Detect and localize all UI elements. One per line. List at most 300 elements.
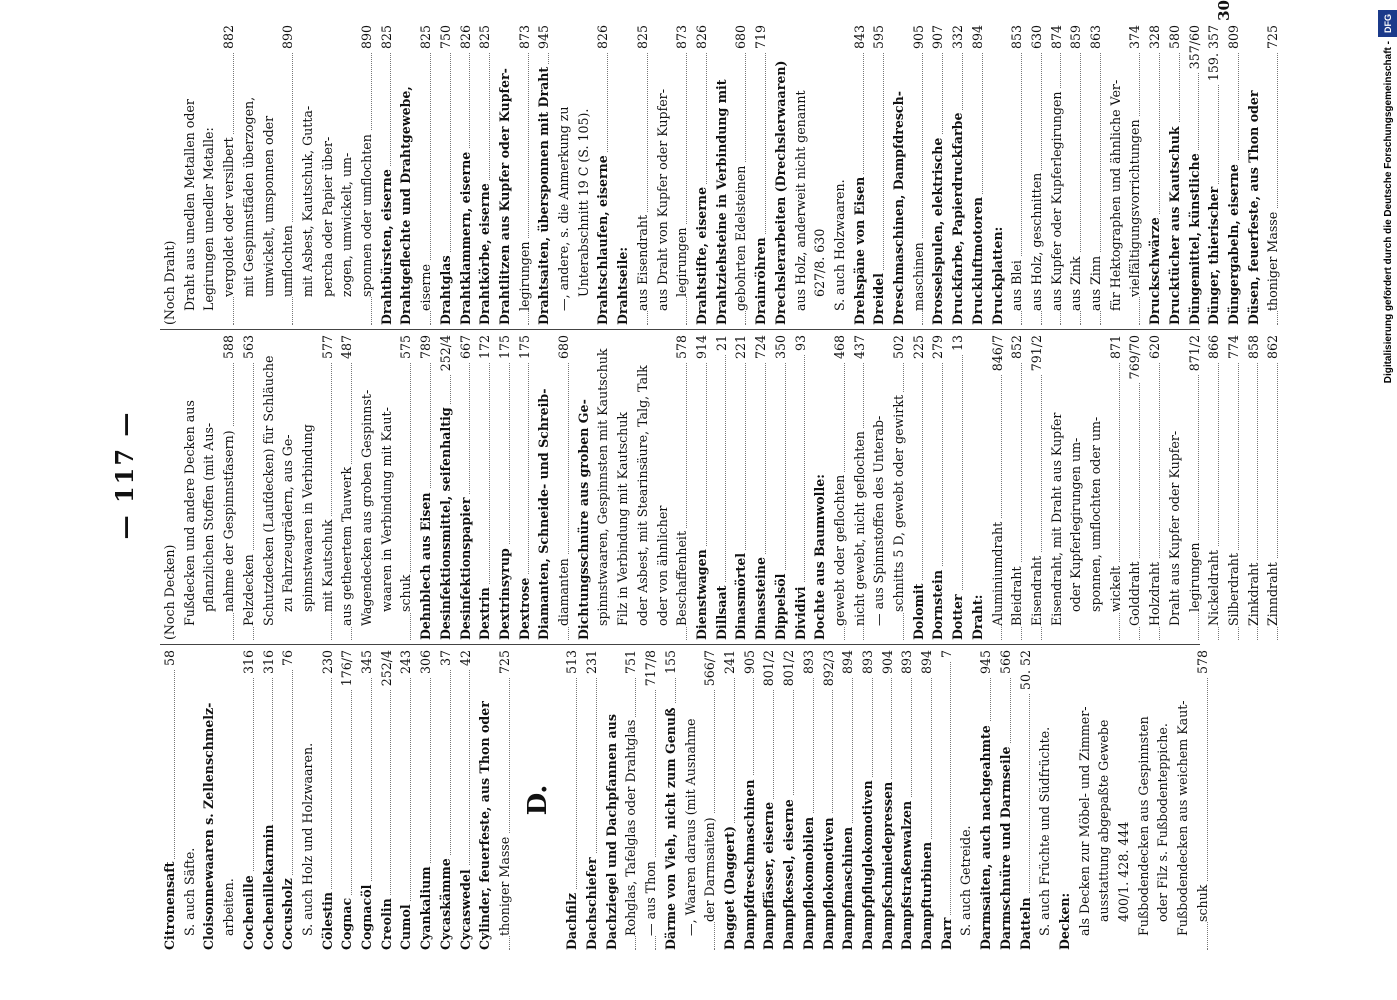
index-entry [830,335,850,640]
entry-page-ref: 846/7 [988,335,1008,374]
entry-page-ref: 468 [830,335,850,362]
index-entry [495,650,515,950]
index-entry [475,650,495,950]
entry-term: Dextrin [477,584,492,640]
index-entry [377,650,397,950]
side-note-text [1378,0,1397,1000]
index-entry [956,650,976,950]
index-entry [779,650,799,950]
entry-page-ref: 350 [771,335,791,362]
index-entry [928,335,948,640]
entry-page-ref: 279 [928,335,948,362]
index-entry [396,650,416,950]
entry-term: Aluminiumdraht [990,519,1005,626]
index-entry [377,335,397,640]
index-entry [621,650,641,950]
index-entry [239,335,259,640]
entry-term: umflochten [280,222,295,297]
entry-term: nicht gewebt, nicht geflochten [852,428,867,626]
entry-page-ref: 862 [1263,335,1283,362]
entry-page-ref: 894 [917,650,937,677]
entry-page-ref: 774 [1224,335,1244,362]
entry-page-ref: 630 [1027,25,1047,52]
entry-page-ref: 894 [968,25,988,52]
entry-page-ref: 667 [456,335,476,362]
entry-term: Darmschnüre und Darmseile [998,743,1013,950]
entry-term: sponnen, umflochten oder um- [1088,414,1103,612]
entry-page-ref: 873 [672,25,692,52]
entry-page-ref: 172 [475,335,495,362]
entry-term: S. auch Getreide. [958,822,973,936]
index-entry [1106,25,1126,325]
index-entry [554,25,574,325]
entry-page-ref: 874 [1047,25,1067,52]
entry-term: Dillsaat [714,582,729,640]
entry-term: Dinasmörtel [733,550,748,640]
entry-page-ref: 243 [396,650,416,677]
entry-term: maschinen [911,239,926,311]
index-entry [1047,335,1067,640]
entry-page-ref: 595 [869,25,889,52]
index-entry [751,25,771,325]
entry-term: — aus Spinnstoffen des Unterab- [871,413,886,626]
index-entry [799,650,819,950]
entry-term: Legirungen unedler Metalle: [201,124,216,311]
index-entry [1106,335,1126,640]
entry-page-ref: 42 [456,650,476,669]
entry-page-ref: 93 [791,335,811,354]
index-entry [889,25,909,325]
entry-term: Cyankalium [418,863,433,950]
entry-page-ref: 578 [672,335,692,362]
entry-term: Dochte aus Baumwolle: [812,471,827,640]
entry-term: Zinndraht [1265,559,1280,626]
entry-term: S. auch Säfte. [182,845,197,936]
index-entry [1086,25,1106,325]
entry-term: Dehnblech aus Eisen [418,490,433,641]
index-entry [239,25,259,325]
index-entry [731,25,751,325]
index-entry [633,335,653,640]
entry-page-ref: 50. 52 [1016,650,1036,693]
index-entry [850,25,870,325]
entry-term: Dampfstraßenwalzen [899,798,914,950]
index-entry [574,25,594,325]
index-entry [1165,25,1185,325]
index-entry [416,25,436,325]
entry-page-ref: 873 [515,25,535,52]
entry-page-ref: 566/7 [700,650,720,689]
index-entry [751,335,771,640]
entry-term: mit Asbest, Kautschuk, Gutta- [300,103,315,297]
entry-page-ref: 893 [858,650,878,677]
entry-page-ref: 58 [160,650,180,669]
entry-term: ausstattung abgepaßte Gewebe [1096,717,1111,922]
index-entry [810,335,830,640]
entry-term: Dampflokomotiven [821,814,836,950]
index-entry [740,650,760,950]
entry-term: der Darmsaiten) [702,814,717,922]
index-entry [1173,650,1193,950]
entry-term: Unterabschnitt 19 C (S. 105). [576,106,591,297]
entry-page-ref: 252/4 [436,335,456,374]
entry-term: Dampfdreschmaschinen [742,776,757,950]
entry-term: Dippelsöl [773,571,788,640]
entry-page-ref: 892/3 [819,650,839,689]
entry-term: Citronensaft [162,859,177,950]
index-entry [515,335,535,640]
index-entry [160,335,180,640]
entry-term: Drahtklammern, eiserne [458,149,473,325]
entry-page-ref: 7 [937,650,957,661]
entry-page-ref: 230 [318,650,338,677]
entry-term: Dachschiefer [584,854,599,950]
index-entry [495,25,515,325]
index-entry [278,650,298,950]
entry-term: Darr [939,915,954,950]
entry-page-ref: 717/8 [641,650,661,689]
entry-term: Fußdecken und andere Decken aus [182,397,197,626]
entry-term: Drechslerarbeiten (Drechslerwaaren) [773,58,788,325]
page-number: — 117 — [110,410,139,540]
index-entry [456,650,476,950]
entry-term: Dreidel [871,270,886,325]
entry-term: legirungen [1187,540,1202,612]
entry-term: Silberdraht [1226,550,1241,626]
entry-term: aus Eisendraht [635,212,650,311]
index-entry [318,25,338,325]
entry-term: Drahtschlaufen, eiserne [595,152,610,325]
index-entry [613,335,633,640]
index-entry [1145,335,1165,640]
entry-term: Cumol [398,901,413,950]
entry-term: waaren in Verbindung mit Kaut- [379,404,394,612]
index-entry [976,650,996,950]
index-entry [1125,335,1145,640]
index-entry [909,335,929,640]
entry-term: pflanzlichen Stoffen (mit Aus- [201,420,216,612]
entry-term: 400/1. 428. 444 [1116,819,1131,922]
index-entry [889,335,909,640]
entry-term: Pelzdecken [241,551,256,626]
entry-page-ref: 751 [621,650,641,677]
entry-page-ref: 905 [909,25,929,52]
entry-page-ref: 859 [1066,25,1086,52]
entry-page-ref: 357/60 [1185,25,1205,72]
entry-term: Drahtziehsteine in Verbindung mit [714,76,729,325]
index-entry [653,25,673,325]
side-note [1378,0,1397,1000]
entry-page-ref: 332 [948,25,968,52]
index-entry [1125,25,1145,325]
index-entry [996,650,1016,950]
index-entry [968,25,988,325]
entry-page-ref: 801/2 [759,650,779,689]
entry-term: percha oder Papier über- [320,134,335,297]
index-entry [869,25,889,325]
entry-term: Druckluftmotoren [970,194,985,325]
entry-term: Diamanten, Schneide- und Schreib- [536,386,551,640]
entry-term: Drahtbürsten, eiserne [379,166,394,325]
entry-term: S. auch Holzwaaren. [832,176,847,311]
entry-page-ref: 487 [337,335,357,362]
entry-page-ref: 588 [219,335,239,362]
index-entry [180,650,200,950]
entry-page-ref: 852 [1007,335,1027,362]
entry-page-ref: 858 [1244,335,1264,362]
index-entry [909,25,929,325]
entry-term: Cochenille [241,872,256,950]
entry-term: Drahtseile: [615,244,630,325]
entry-term: vergoldet oder versilbert [221,134,236,297]
entry-term: Cylinder, feuerfeste, aus Thon oder [477,698,492,950]
entry-page-ref: 225 [909,335,929,362]
entry-term: aus Blei [1009,257,1024,311]
entry-term: spinnstwaaren in Verbindung [300,421,315,612]
index-entry [554,335,574,640]
index-entry [199,650,219,950]
entry-page-ref: 578 [1193,650,1213,677]
entry-term: aus Draht von Kupfer oder Kupfer- [655,86,670,311]
entry-term: Cochenillekarmin [261,821,276,950]
entry-term: oder von ähnlicher [655,503,670,626]
index-entry [1185,25,1205,325]
index-entry [160,650,180,950]
index-entry [1007,335,1027,640]
entry-term: Nickeldraht [1206,547,1221,626]
index-entry [593,25,613,325]
entry-term: Golddraht [1127,559,1142,627]
entry-page-ref: 306 [416,650,436,677]
entry-page-ref: 155 [661,650,681,677]
entry-page-ref: 513 [562,650,582,677]
entry-term: oder Filz s. Fußbodenteppiche. [1155,720,1170,922]
entry-term: zogen, umwickelt, um- [339,150,354,297]
column-1 [160,650,1213,950]
index-entry [357,650,377,950]
entry-term: Schutzdecken (Laufdecken) für Schläuche [261,353,276,626]
index-entry [1027,335,1047,640]
entry-page-ref: 316 [259,650,279,677]
entry-page-ref: 725 [1263,25,1283,52]
index-entry [759,650,779,950]
index-entry [582,650,602,950]
entry-page-ref: 890 [278,25,298,52]
entry-term: schnitts 5 D, gewebt oder gewirkt [891,392,906,612]
entry-term: arbeiten. [221,875,236,936]
index-entry [219,25,239,325]
index-entry [259,335,279,640]
index-entry [396,25,416,325]
index-entry [948,25,968,325]
entry-term: thoniger Masse [1265,209,1280,311]
entry-page-ref: 801/2 [779,650,799,689]
index-entry [1055,650,1075,950]
entry-term: Dampflokomobilen [801,814,816,950]
index-entry [357,25,377,325]
index-entry [298,25,318,325]
index-entry [1086,335,1106,640]
entry-term: Dextrinsyrup [497,545,512,640]
entry-term: spinnstwaaren, Gespinnsten mit Kautschuk [595,345,610,626]
index-entry [160,25,180,325]
entry-term: Dornstein [930,567,945,640]
dfg-logo: DFG [1378,10,1397,37]
entry-term: aus Holz, anderweit nicht genannt [793,87,808,311]
entry-term: 627/8. 630 [812,226,827,297]
index-entry [661,650,681,950]
entry-page-ref: 882 [219,25,239,52]
entry-term: Draht: [970,592,985,640]
entry-term: Drahtkörbe, eiserne [477,180,492,325]
entry-term: vielfältigungsvorrichtungen [1127,116,1142,297]
index-entry [534,335,554,640]
entry-page-ref: 345 [357,650,377,677]
index-entry [692,335,712,640]
entry-term: Cognacöl [359,882,374,950]
column-2 [160,335,1283,640]
entry-term: Druckschwärze [1147,214,1162,325]
entry-page-ref: 680 [731,25,751,52]
index-entry [917,650,937,950]
entry-term: Decken: [1057,890,1072,950]
entry-page-ref: 853 [1007,25,1027,52]
index-entry [838,650,858,950]
entry-term: oder Asbest, mit Stearinsäure, Talg, Talk [635,362,650,626]
entry-term: Cycaswedel [458,866,473,950]
index-entry [937,650,957,950]
entry-page-ref: 894 [838,650,858,677]
index-entry [897,650,917,950]
index-entry [1094,650,1114,950]
entry-page-ref: 809 [1224,25,1244,52]
entry-term: umwickelt, umsponnen oder [261,113,276,297]
index-entry [1016,650,1036,950]
entry-page-ref: 890 [357,25,377,52]
entry-term: Dachfilz [564,890,579,950]
entry-term: Drahtgeflechte und Drahtgewebe, [398,83,413,325]
entry-term: Draht aus unedlen Metallen oder [182,96,197,311]
index-entry [771,335,791,640]
entry-term: Desinfektionspapier [458,494,473,640]
index-entry [1153,650,1173,950]
entry-term: wickelt [1108,563,1123,612]
entry-page-ref: 563 [239,335,259,362]
index-entry [1263,25,1283,325]
index-entry [1185,335,1205,640]
index-entry [298,650,318,950]
entry-page-ref: 502 [889,335,909,362]
index-entry [1035,650,1055,950]
entry-term: Wagendecken aus groben Gespinnst- [359,387,374,626]
entry-page-ref: 893 [897,650,917,677]
entry-term: schuk [1195,882,1210,922]
entry-term: aus Zink [1068,253,1083,311]
index-entry [830,25,850,325]
entry-term: Cycaskämme [438,855,453,950]
entry-term: Fußbodendecken aus Gespinnsten [1136,713,1151,936]
index-entry [968,335,988,640]
entry-term: Dreschmaschinen, Dampfdresch- [891,88,906,325]
entry-page-ref: 580 [1165,25,1185,52]
entry-term: als Decken zur Möbel- und Zimmer- [1077,703,1092,936]
entry-page-ref: 945 [976,650,996,677]
entry-term: Drahtlitzen aus Kupfer oder Kupfer- [497,65,512,325]
entry-page-ref: 175 [515,335,535,362]
entry-term: Dichtungsschnüre aus groben Ge- [576,396,591,640]
side-note-label: Digitalisierung gefördert durch die Deutsche Forschungsgemeinschaft - [1383,41,1394,384]
index-entry [712,25,732,325]
entry-page-ref: 825 [633,25,653,52]
index-entry [613,25,633,325]
entry-page-ref: 566 [996,650,1016,677]
entry-term: Drahtstifte, eiserne [694,184,709,325]
index-entry [436,25,456,325]
index-entry [791,335,811,640]
index-entry [377,25,397,325]
entry-term: —, andere, s. die Anmerkung zu [556,103,571,311]
entry-term: Dampfschmiedepressen [880,779,895,950]
entry-term: Rohglas, Tafelglas oder Drahtglas [623,717,638,936]
entry-term: Dividivi [793,584,808,641]
entry-term: Drahtglas [438,252,453,325]
entry-term: Dampfmaschinen [840,824,855,950]
entry-term: Dotter [950,591,965,640]
index-entry [495,335,515,640]
entry-term: Dampfpfluglokomotiven [860,777,875,950]
entry-page-ref: 159. 357 [1204,25,1224,84]
entry-page-ref: 843 [850,25,870,52]
index-entry [436,650,456,950]
index-entry [1066,335,1086,640]
entry-term: Dolomit [911,581,926,640]
entry-term: Beschaffenheit [674,528,689,626]
entry-term: Düngergabeln, eiserne [1226,161,1241,325]
entry-page-ref: 725 [495,650,515,677]
index-entry [928,25,948,325]
entry-page-ref: 825 [475,25,495,52]
index-entry [988,25,1008,325]
index-entry [858,650,878,950]
index-entry [810,25,830,325]
entry-term: Düngemittel, künstliche [1187,150,1202,325]
entry-term: Fußbodendecken aus weichem Kaut- [1175,697,1190,936]
entry-page-ref: 252/4 [377,650,397,689]
entry-term: aus Kupfer oder Kupferlegirungen [1049,88,1064,311]
index-entry [720,650,740,950]
entry-page-ref: 893 [799,650,819,677]
index-entry [337,335,357,640]
entry-page-ref: 866 [1204,335,1224,362]
entry-term: Creolin [379,895,394,950]
entry-term: eiserne [418,261,433,311]
index-entry [278,25,298,325]
index-entry [416,650,436,950]
index-entry [1145,25,1165,325]
entry-page-ref: 21 [712,335,732,354]
index-entry [259,650,279,950]
column-divider [160,644,1200,645]
index-entry [337,650,357,950]
index-entry [436,335,456,640]
index-entry [1114,650,1134,950]
index-entry [475,25,495,325]
index-entry [199,335,219,640]
index-entry [180,335,200,640]
index-entry [819,650,839,950]
index-entry [574,335,594,640]
entry-page-ref: 76 [278,650,298,669]
